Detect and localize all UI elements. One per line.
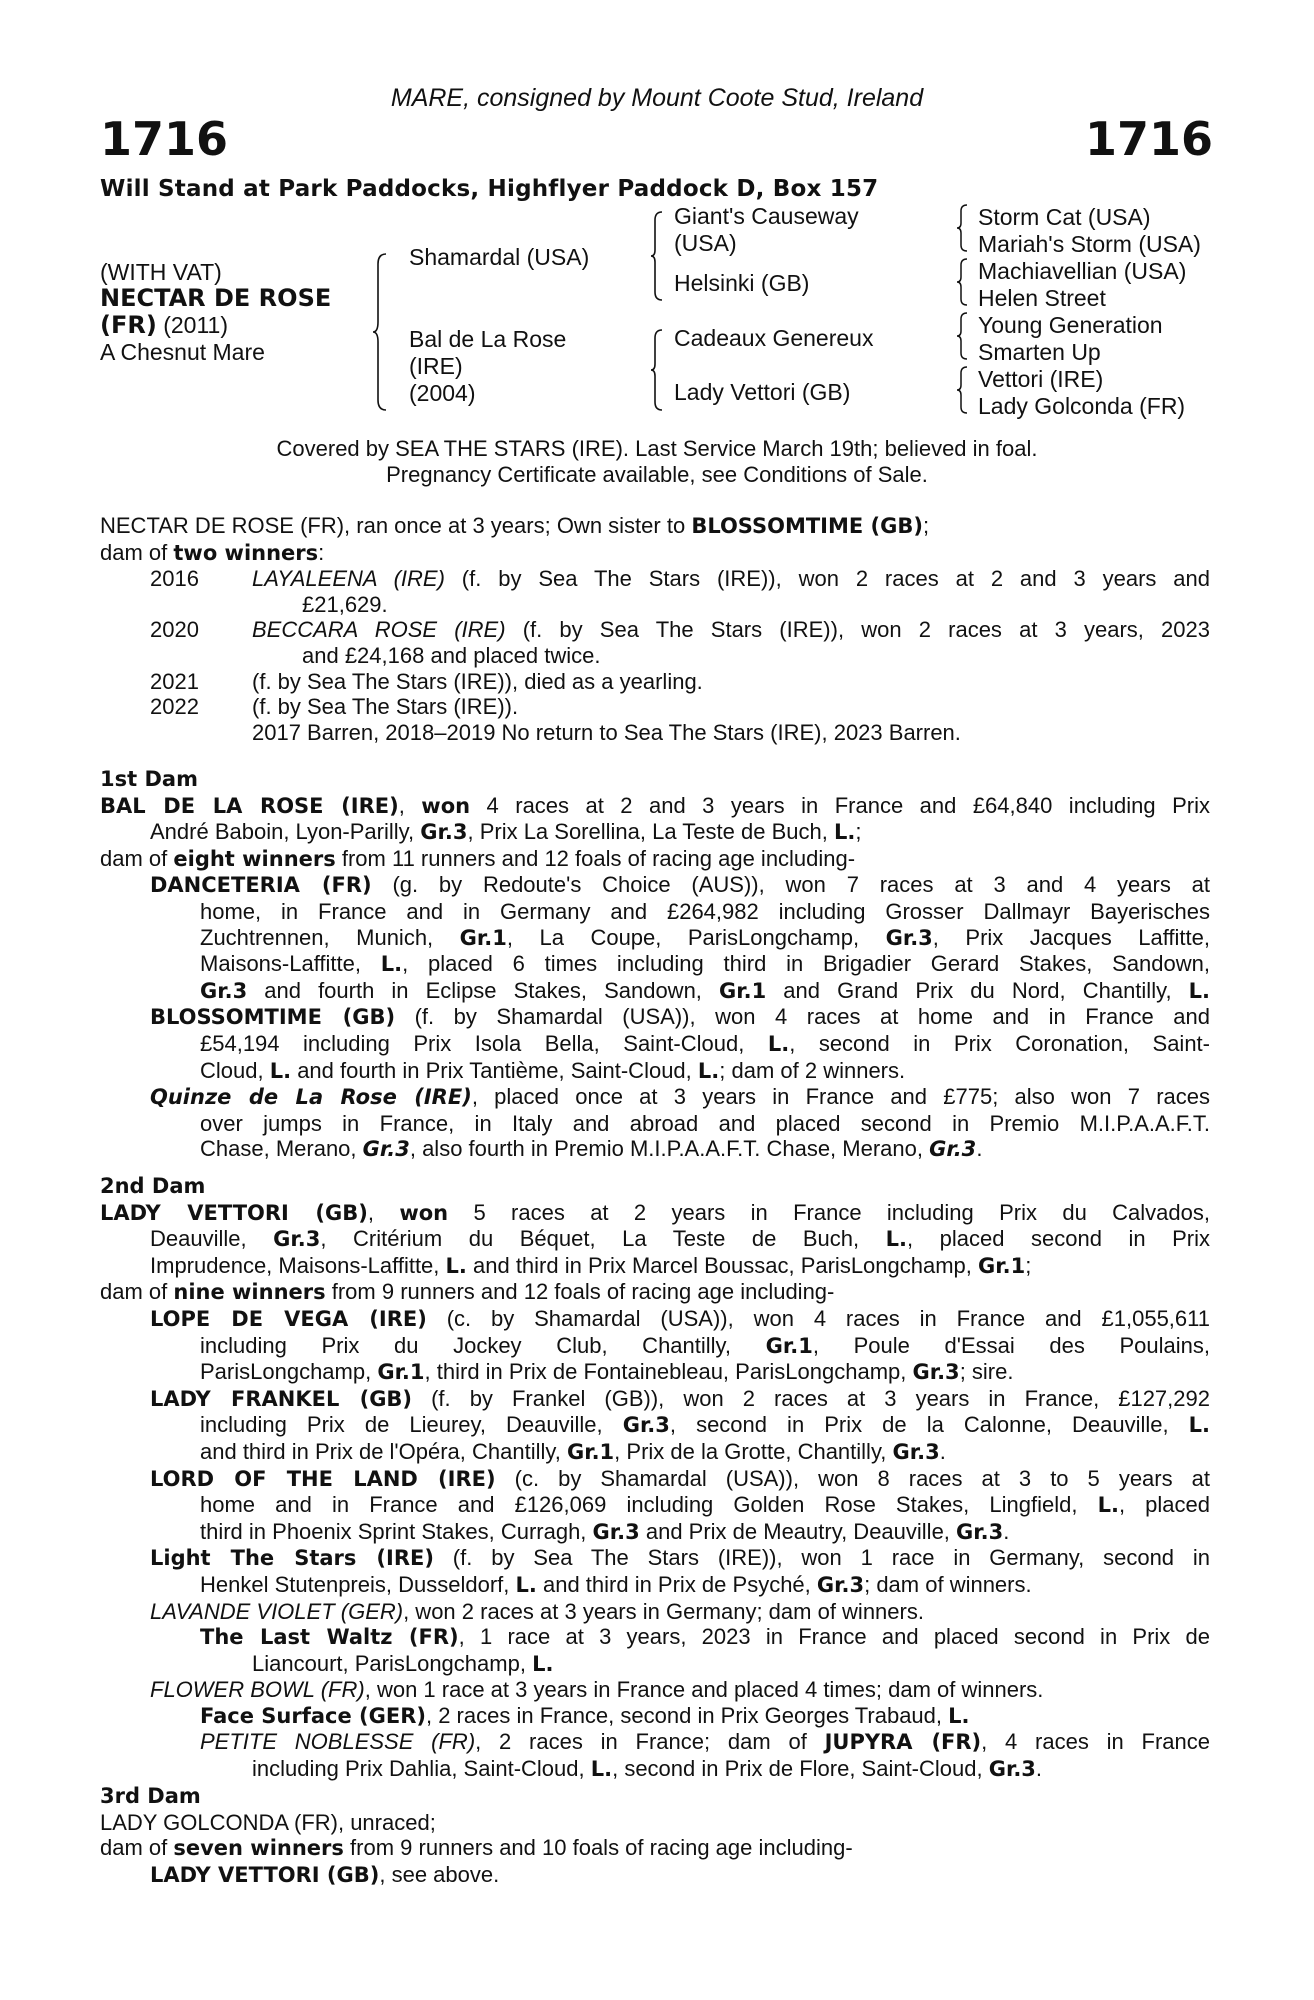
first-dam-section: 1st Dam BAL DE LA ROSE (IRE), won 4 races at 2 and 3 years in France and £64,840 including Prix André Baboin, Lyon-Parilly, Gr.3, Prix La Sorellina, La Teste de Buch, L.; dam of eight winners from 11 runners and 12 foals of racing age including- DANCETERIA (FR) (g. by Redoute's Choice (AUS)), won 7 races at 3 and 4 years at home, in France and in Germany and £264,982 including Grosser Dallmayr Bayerisches Zuchtrennen, Munich, Gr.1, La Coupe, ParisLongchamp, Gr.3, Prix Jacques Laffitte, Maisons-Laffitte, L., placed 6 times including third in Brigadier Gerard Stakes, Sandown, Gr.3 and fourth in Eclipse Stakes, Sandown, Gr.1 and Grand Prix du Nord, Chantilly, L. BLOSSOMTIME (GB) (f. by Shamardal (USA)), won 4 races at home and in France and £54,194 including Prix Isola Bella, Saint-Cloud, L., second in Prix Coronation, Saint- Cloud, L. and fourth in Prix Tantième, Saint-Cloud, L.; dam of 2 winners. Quinze de La Rose (IRE), placed once at 3 years in France and £775; also won 7 races over jumps in France, in Italy and abroad and placed second in Premio M.I.P.A.A.F.T. Chase, Merano, Gr.3, also fourth in Premio M.I.P.A.A.F.T. Chase, Merano, Gr.3. — [100, 767, 1211, 1162]
sire-dam: Helsinki (GB) — [674, 270, 810, 296]
dam-origin: (IRE) — [409, 353, 463, 379]
pregnancy-line: Pregnancy Certificate available, see Conditions of Sale. — [386, 462, 928, 487]
lot-number-left: 1716 — [100, 112, 229, 166]
grandsire-1: Storm Cat (USA) — [978, 204, 1151, 230]
dam-dam: Lady Vettori (GB) — [674, 379, 851, 405]
granddam-1: Mariah's Storm (USA) — [978, 231, 1201, 257]
grandsire-4: Vettori (IRE) — [978, 366, 1104, 392]
brace-icon — [650, 328, 666, 412]
granddam-3: Smarten Up — [978, 339, 1101, 365]
stand-location: Will Stand at Park Paddocks, Highflyer Paddock D, Box 157 — [100, 176, 879, 202]
brace-icon — [956, 203, 970, 253]
brace-icon — [372, 252, 390, 412]
grandsire-3: Young Generation — [978, 312, 1163, 338]
second-dam-section: 2nd Dam LADY VETTORI (GB), won 5 races at 2 years in France including Prix du Calvados, Deauville, Gr.3, Critérium du Béquet, La Teste de Buch, L., placed second in Prix Imprudence, Maisons-Laffitte, L. and third in Prix Marcel Boussac, ParisLongchamp, Gr.1; dam of nine winners from 9 runners and 12 foals of racing age including- LOPE DE VEGA (IRE) (c. by Shamardal (USA)), won 4 races in France and £1,055,611 including Prix du Jockey Club, Chantilly, Gr.1, Poule d'Essai des Poulains, ParisLongchamp, Gr.1, third in Prix de Fontainebleau, ParisLongchamp, Gr.3; sire. LADY FRANKEL (GB) (f. by Frankel (GB)), won 2 races at 3 years in France, £127,292 including Prix de Lieurey, Deauville, Gr.3, second in Prix de la Calonne, Deauville, L. and third in Prix de l'Opéra, Chantilly, Gr.1, Prix de la Grotte, Chantilly, Gr.3. LORD OF THE LAND (IRE) (c. by Shamardal (USA)), won 8 races at 3 to 5 years at home and in France and £126,069 including Golden Rose Stakes, Lingfield, L., placed third in Phoenix Sprint Stakes, Curragh, Gr.3 and Prix de Meautry, Deauville, Gr.3. Light The Stars (IRE) (f. by Sea The Stars (IRE)), won 1 race in Germany, second in Henkel Stutenpreis, Dusseldorf, L. and third in Prix de Psyché, Gr.3; dam of winners. LAVANDE VIOLET (GER), won 2 races at 3 years in Germany; dam of winners. The Last Waltz (FR), 1 race at 3 years, 2023 in France and placed second in Prix de Liancourt, ParisLongchamp, L. FLOWER BOWL (FR), won 1 race at 3 years in France and placed 4 times; dam of winners. Face Surface (GER), 2 races in France, second in Prix Georges Trabaud, L. PETITE NOBLESSE (FR), 2 races in France; dam of JUPYRA (FR), 4 races in France including Prix Dahlia, Saint-Cloud, L., second in Prix de Flore, Saint-Cloud, Gr.3. — [100, 1174, 1211, 1782]
vat-note: (WITH VAT) — [100, 259, 222, 285]
brace-icon — [956, 365, 970, 415]
grandsire-2: Machiavellian (USA) — [978, 258, 1187, 284]
section-heading: 1st Dam — [100, 767, 198, 791]
produce-2021: 2021 (f. by Sea The Stars (IRE)), died as a yearling. — [150, 668, 703, 694]
sire: Shamardal (USA) — [409, 244, 590, 270]
sire-sire: Giant's Causeway — [674, 203, 859, 229]
third-dam-section: 3rd Dam LADY GOLCONDA (FR), unraced; dam of seven winners from 9 runners and 10 foals of racing age including- LADY VETTORI (GB), see above. — [100, 1784, 1210, 1888]
granddam-4: Lady Golconda (FR) — [978, 393, 1186, 419]
brace-icon — [650, 210, 666, 302]
horse-origin: (FR) (2011) — [100, 311, 228, 339]
dam-year: (2004) — [409, 380, 476, 406]
produce-2022: 2022 (f. by Sea The Stars (IRE)). — [150, 694, 519, 720]
covered-line: Covered by SEA THE STARS (IRE). Last Service March 19th; believed in foal. — [276, 436, 1038, 461]
produce-2020: 2020 BECCARA ROSE (IRE) (f. by Sea The Stars (IRE)), won 2 races at 3 years, 2023 — [150, 617, 1210, 643]
brace-icon — [956, 257, 970, 307]
horse-name: NECTAR DE ROSE — [100, 284, 332, 312]
section-heading: 3rd Dam — [100, 1784, 201, 1808]
lot-number-right: 1716 — [1085, 112, 1214, 166]
section-heading: 2nd Dam — [100, 1174, 206, 1198]
produce-record: NECTAR DE ROSE (FR), ran once at 3 years; Own sister to BLOSSOMTIME (GB); dam of two winners: 2016 LAYALEENA (IRE) (f. by Sea The Stars (IRE)), won 2 races at 2 and 3 years and £21,629. 2020 BECCARA ROSE (IRE) (f. by Sea The Stars (IRE)), won 2 races at 3 years, 2023 and £24,168 and placed twice. 2021 (f. by Sea The Stars (IRE)), died as a yearling. 2022 (f. by Sea The Stars (IRE)). 2017 Barren, 2018–2019 No return to Sea The Stars (IRE), 2023 Barren. — [100, 513, 1210, 745]
produce-barren: 2017 Barren, 2018–2019 No return to Sea The Stars (IRE), 2023 Barren. — [252, 719, 961, 745]
horse-description: A Chesnut Mare — [100, 339, 265, 365]
granddam-2: Helen Street — [978, 285, 1106, 311]
brace-icon — [956, 311, 970, 361]
dam: Bal de La Rose — [409, 326, 567, 352]
consignor-line: MARE, consigned by Mount Coote Stud, Ireland — [390, 84, 924, 112]
produce-2016: 2016 LAYALEENA (IRE) (f. by Sea The Stars (IRE)), won 2 races at 2 and 3 years and — [150, 566, 1210, 592]
sire-sire-origin: (USA) — [674, 230, 737, 256]
dam-sire: Cadeaux Genereux — [674, 325, 874, 351]
